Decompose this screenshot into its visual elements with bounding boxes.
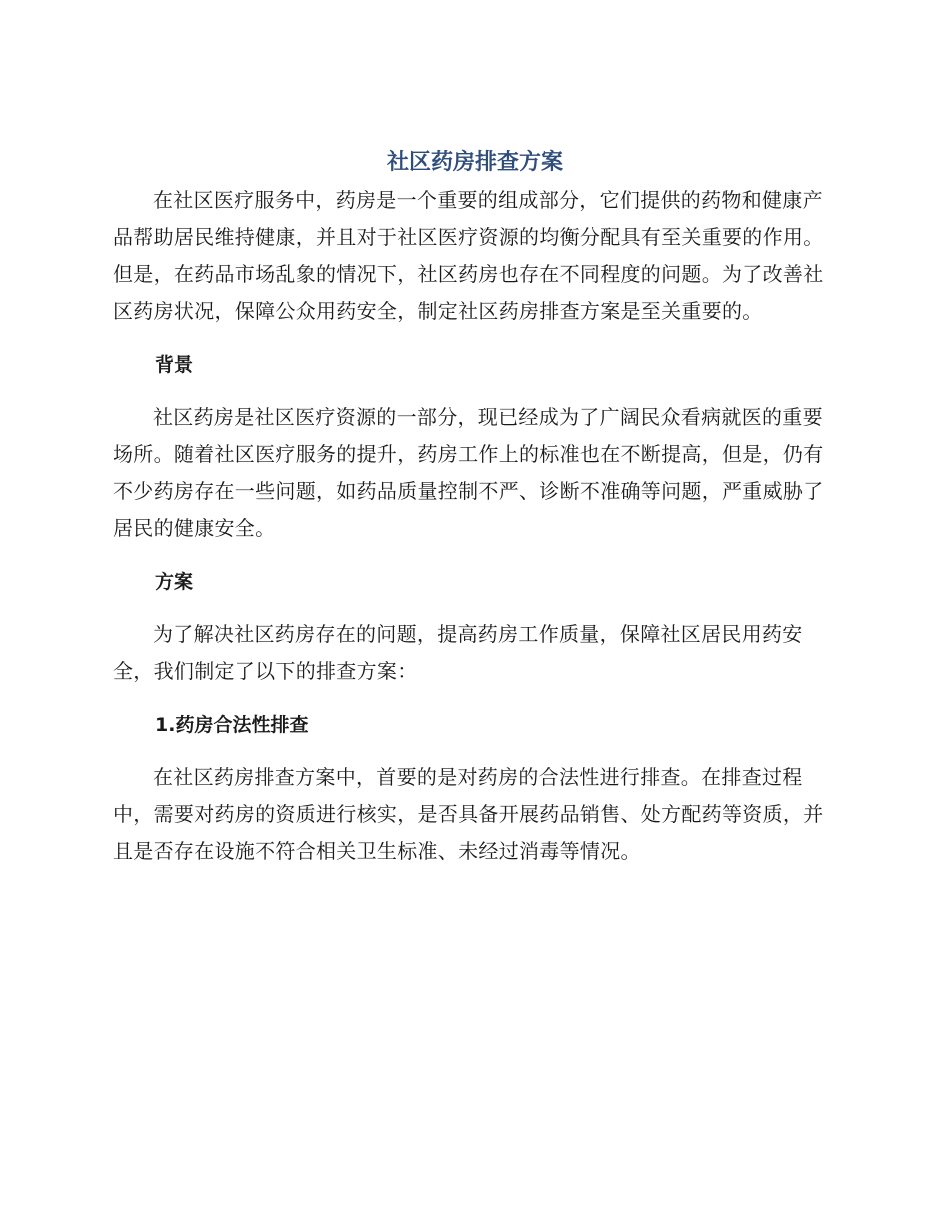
spacer <box>113 330 837 350</box>
spacer <box>113 380 837 399</box>
spacer <box>113 597 837 616</box>
section-heading-legality-check: 1.药房合法性排查 <box>155 714 309 736</box>
document-page <box>113 148 837 870</box>
document-title: 社区药房排查方案 <box>386 150 563 175</box>
section-heading-background: 背景 <box>155 354 194 376</box>
spacer <box>113 740 837 759</box>
section-heading-plan: 方案 <box>155 571 194 593</box>
spacer <box>113 690 837 710</box>
spacer <box>113 547 837 567</box>
intro-paragraph: 在社区医疗服务中，药房是一个重要的组成部分，它们提供的药物和健康产品帮助居民维持健康，并且对于社区医疗资源的均衡分配具有至关重要的作用。但是，在药品市场乱象的情况下，社区药房也存在不同程度的问题。为了改善社区药房状况，保障公众用药安全，制定社区药房排查方案是至关重要的。 <box>113 188 824 323</box>
section-body-legality-check: 在社区药房排查方案中，首要的是对药房的合法性进行排查。在排查过程中，需要对药房的资质进行核实，是否具备开展药品销售、处方配药等资质，并且是否存在设施不符合相关卫生标准、未经过消毒等情况。 <box>113 765 824 863</box>
section-body-plan: 为了解决社区药房存在的问题，提高药房工作质量，保障社区居民用药安全，我们制定了以下的排查方案： <box>113 622 803 683</box>
section-body-background: 社区药房是社区医疗资源的一部分，现已经成为了广阔民众看病就医的重要场所。随着社区医疗服务的提升，药房工作上的标准也在不断提高，但是，仍有不少药房存在一些问题，如药品质量控制不严、诊断不准确等问题，严重威胁了居民的健康安全。 <box>113 405 824 540</box>
